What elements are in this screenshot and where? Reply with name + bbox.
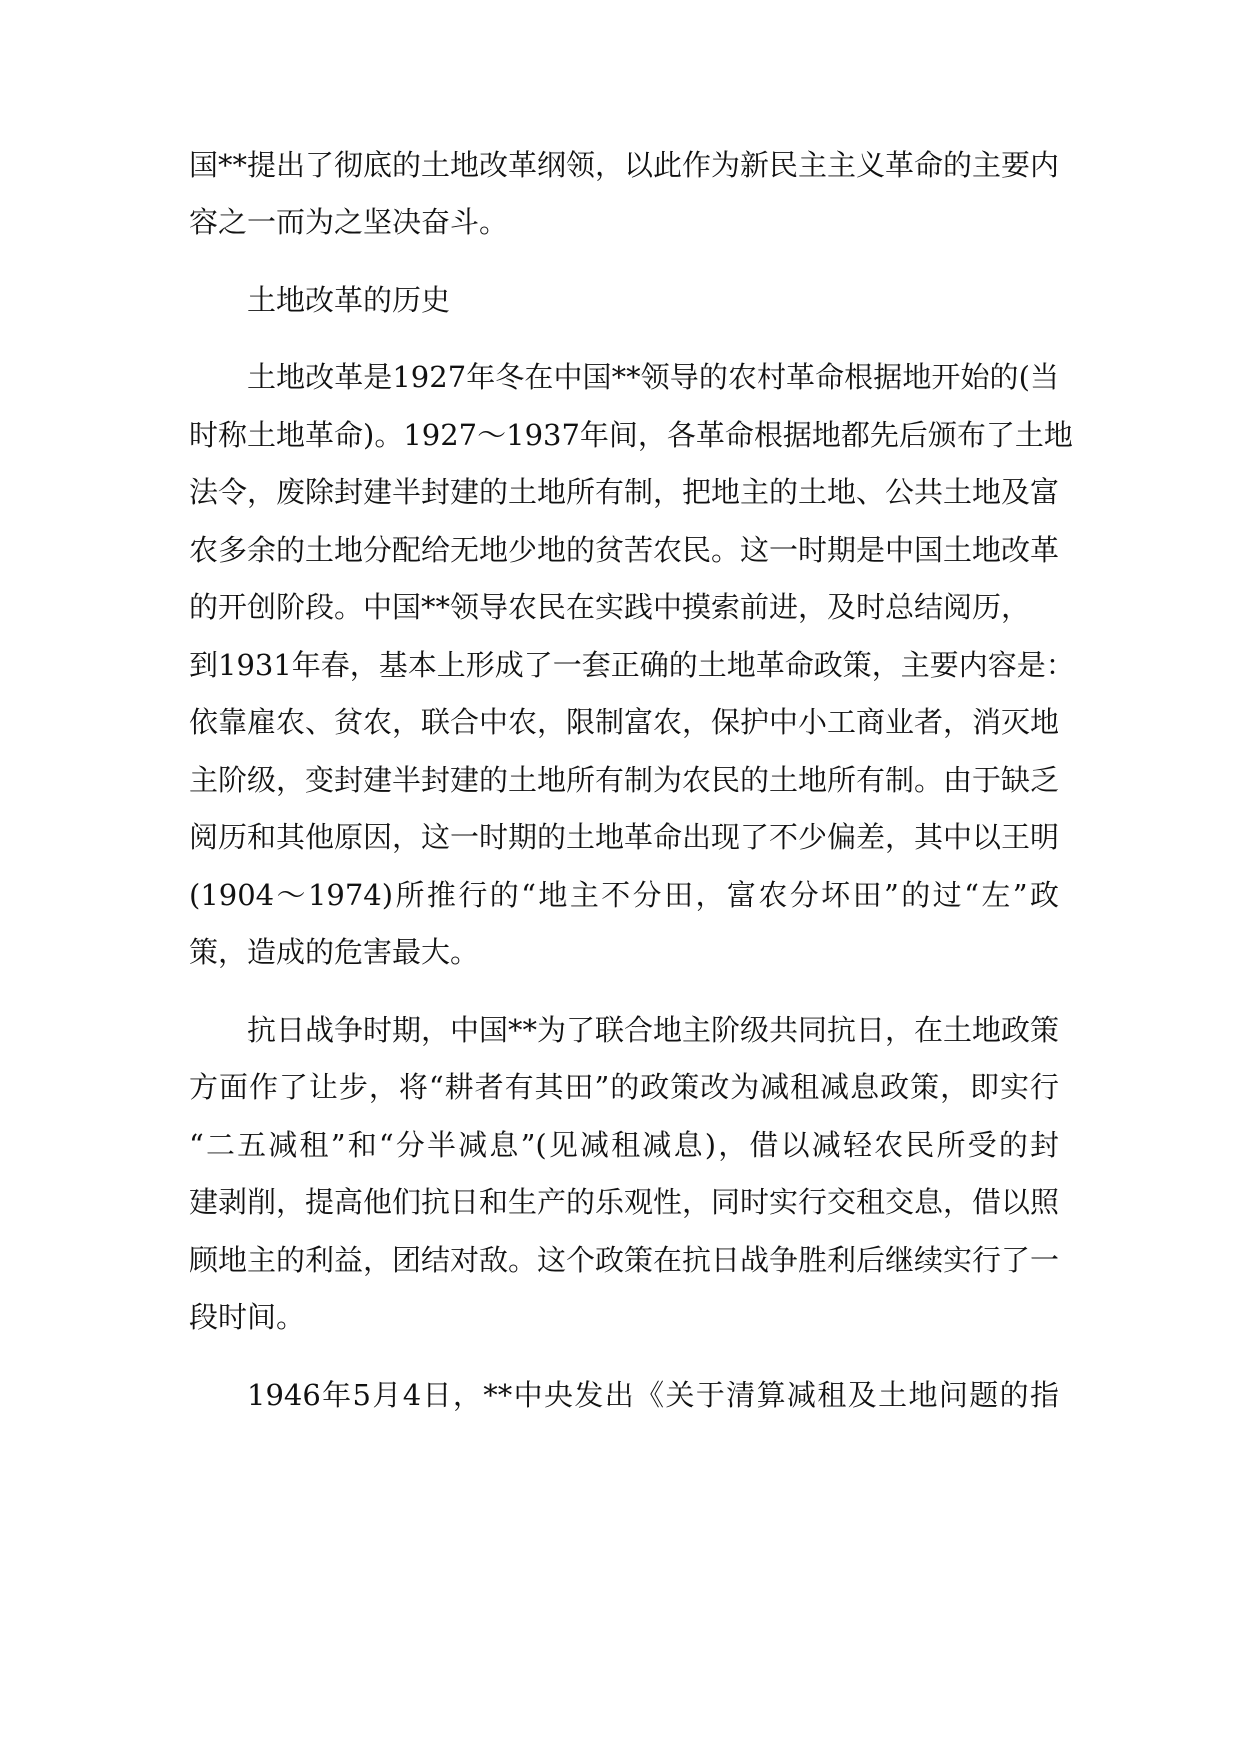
paragraph-line: 抗日战争时期，中国**为了联合地主阶级共同抗日，在土地政策 bbox=[247, 1013, 1060, 1047]
paragraph-line: 的开创阶段。中国**领导农民在实践中摸索前进，及时总结阅历， bbox=[189, 590, 1031, 624]
paragraph-line: 1946年5月4日，**中央发出《关于清算减租及土地问题的指 bbox=[247, 1378, 1059, 1412]
paragraph-line: 法令，废除封建半封建的土地所有制，把地主的土地、公共土地及富 bbox=[189, 475, 1060, 509]
paragraph-line: 农多余的土地分配给无地少地的贫苦农民。这一时期是中国土地改革 bbox=[189, 533, 1060, 567]
paragraph-line: 段时间。 bbox=[189, 1300, 306, 1334]
paragraph-line: 国**提出了彻底的土地改革纲领，以此作为新民主主义革命的主要内 bbox=[189, 148, 1060, 182]
paragraph-line: 土地改革是1927年冬在中国**领导的农村革命根据地开始的(当 bbox=[247, 360, 1059, 394]
paragraph-line: 容之一而为之坚决奋斗。 bbox=[189, 205, 509, 239]
section-heading: 土地改革的历史 bbox=[247, 283, 451, 317]
paragraph-line: 阅历和其他原因，这一时期的土地革命出现了不少偏差，其中以王明 bbox=[189, 820, 1060, 854]
paragraph-line: 依靠雇农、贫农，联合中农，限制富农，保护中小工商业者，消灭地 bbox=[189, 705, 1060, 739]
paragraph-line: 时称土地革命)。1927～1937年间，各革命根据地都先后颁布了土地 bbox=[189, 418, 1073, 452]
paragraph-line: 主阶级，变封建半封建的土地所有制为农民的土地所有制。由于缺乏 bbox=[189, 763, 1060, 797]
paragraph-line: 顾地主的利益，团结对敌。这个政策在抗日战争胜利后继续实行了一 bbox=[189, 1243, 1060, 1277]
paragraph-line: 策，造成的危害最大。 bbox=[189, 935, 480, 969]
paragraph-line: 到1931年春，基本上形成了一套正确的土地革命政策，主要内容是： bbox=[189, 648, 1075, 682]
paragraph-line: 方面作了让步，将“耕者有其田”的政策改为减租减息政策，即实行 bbox=[189, 1070, 1059, 1104]
paragraph-line: (1904～1974)所推行的“地主不分田，富农分坏田”的过“左”政 bbox=[189, 878, 1059, 912]
paragraph-line: 建剥削，提高他们抗日和生产的乐观性，同时实行交租交息，借以照 bbox=[189, 1185, 1060, 1219]
paragraph-line: “二五减租”和“分半减息”(见减租减息)，借以减轻农民所受的封 bbox=[189, 1128, 1059, 1162]
